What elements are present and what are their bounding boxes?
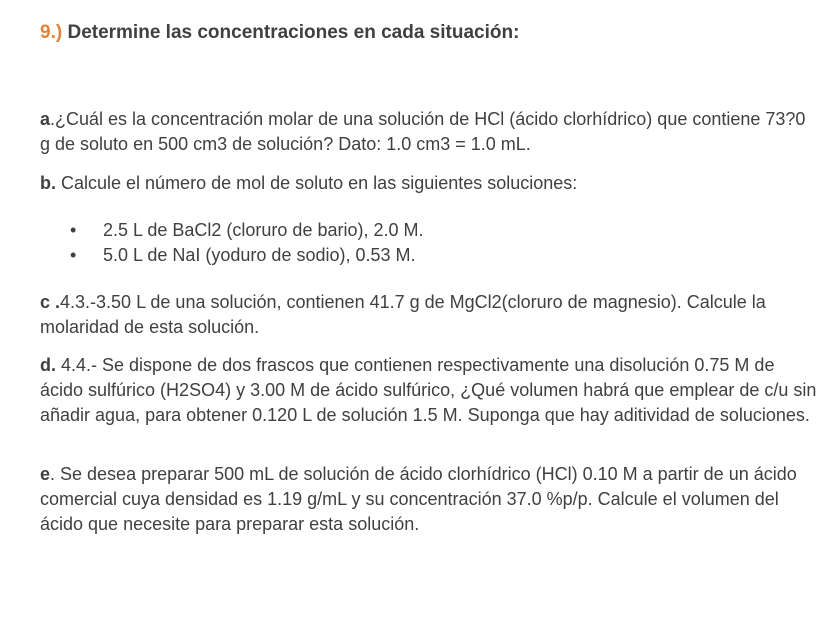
question-b-bullet-list [40,218,424,268]
exercise-title [40,22,519,44]
question-a [40,107,820,157]
question-b [40,171,820,196]
bullet-text: 5.0 L de NaI (yoduro de sodio), 0.53 M. [103,245,416,265]
bullet-icon: • [70,245,77,265]
bullet-text: 2.5 L de BaCl2 (cloruro de bario), 2.0 M. [103,220,424,240]
question-d [40,353,820,428]
list-item [40,218,424,243]
question-c-text: 4.3.-3.50 L de una solución, contienen 41.7 g de MgCl2(cloruro de magnesio). Calcule la molaridad de esta solución. [40,292,766,337]
question-d-label: d. [40,355,56,375]
question-c-label: c . [40,292,61,312]
question-e-text: . Se desea preparar 500 mL de solución de ácido clorhídrico (HCl) 0.10 M a partir de un ácido comercial cuya densidad es 1.19 g/mL y su concentración 37.0 %p/p. Calcule el volumen del ácido que necesite para preparar esta solución. [40,464,797,534]
exercise-number: 9.) [40,22,63,43]
question-c [40,290,820,340]
question-b-text: Calcule el número de mol de soluto en las siguientes soluciones: [56,173,578,193]
question-b-label: b. [40,173,56,193]
question-d-text: 4.4.- Se dispone de dos frascos que contienen respectivamente una disolución 0.75 M de ácido sulfúrico (H2SO4) y 3.00 M de ácido sulfúrico, ¿Qué volumen habrá que emplear de c/u sin añadir agua, para obtener 0.120 L de solución 1.5 M. Suponga que hay aditividad de soluciones. [40,355,817,425]
question-a-label: a [40,109,51,129]
exercise-title-text: Determine las concentraciones en cada situación: [62,22,520,43]
question-a-text: .¿Cuál es la concentración molar de una solución de HCl (ácido clorhídrico) que contiene 73?0 g de soluto en 500 cm3 de solución? Dato: 1.0 cm3 = 1.0 mL. [40,109,806,154]
bullet-icon: • [70,220,77,240]
question-e [40,462,820,537]
list-item [40,243,424,268]
question-e-label: e [40,464,51,484]
